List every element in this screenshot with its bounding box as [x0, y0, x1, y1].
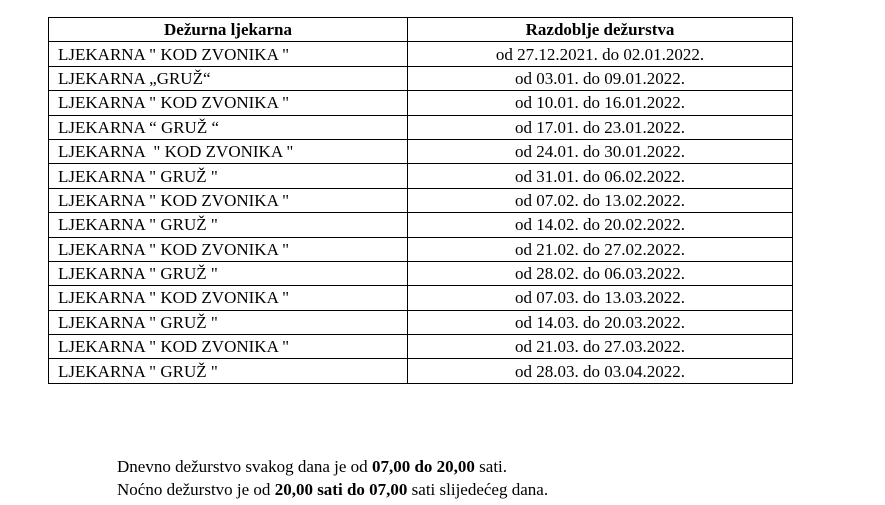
- pharmacy-cell: LJEKARNA " GRUŽ ": [49, 213, 408, 237]
- table-row: [49, 42, 793, 66]
- pharmacy-cell: LJEKARNA " GRUŽ ": [49, 359, 408, 383]
- table-row: [49, 91, 793, 115]
- table-row: [49, 237, 793, 261]
- table-body: [49, 42, 793, 383]
- duty-schedule-table: [48, 17, 793, 384]
- pharmacy-cell: LJEKARNA " KOD ZVONIKA ": [49, 139, 408, 163]
- pharmacy-cell: LJEKARNA " GRUŽ ": [49, 261, 408, 285]
- period-cell: od 17.01. do 23.01.2022.: [408, 115, 793, 139]
- table-row: [49, 310, 793, 334]
- period-cell: od 21.03. do 27.03.2022.: [408, 335, 793, 359]
- day-note-suffix: sati.: [474, 457, 508, 476]
- period-cell: od 28.02. do 06.03.2022.: [408, 261, 793, 285]
- pharmacy-cell: LJEKARNA “ GRUŽ “: [49, 115, 408, 139]
- pharmacy-cell: LJEKARNA „GRUŽ“: [49, 66, 408, 90]
- period-cell: od 07.02. do 13.02.2022.: [408, 188, 793, 212]
- period-cell: od 28.03. do 03.04.2022.: [408, 359, 793, 383]
- period-cell: od 27.12.2021. do 02.01.2022.: [408, 42, 793, 66]
- day-duty-note: [117, 455, 548, 478]
- pharmacy-cell: LJEKARNA " KOD ZVONIKA ": [49, 91, 408, 115]
- header-period: Razdoblje dežurstva: [408, 18, 793, 42]
- period-cell: od 21.02. do 27.02.2022.: [408, 237, 793, 261]
- pharmacy-cell: LJEKARNA " KOD ZVONIKA ": [49, 286, 408, 310]
- table-row: [49, 286, 793, 310]
- period-cell: od 14.03. do 20.03.2022.: [408, 310, 793, 334]
- table-row: [49, 164, 793, 188]
- header-pharmacy: Dežurna ljekarna: [49, 18, 408, 42]
- night-note-text: Noćno dežurstvo je od: [117, 480, 275, 499]
- period-cell: od 03.01. do 09.01.2022.: [408, 66, 793, 90]
- period-cell: od 07.03. do 13.03.2022.: [408, 286, 793, 310]
- table-row: [49, 261, 793, 285]
- pharmacy-cell: LJEKARNA " KOD ZVONIKA ": [49, 237, 408, 261]
- period-cell: od 10.01. do 16.01.2022.: [408, 91, 793, 115]
- table-row: [49, 139, 793, 163]
- night-note-suffix: sati slijedećeg dana.: [407, 480, 549, 499]
- period-cell: od 24.01. do 30.01.2022.: [408, 139, 793, 163]
- table-row: [49, 335, 793, 359]
- table-row: [49, 359, 793, 383]
- pharmacy-cell: LJEKARNA " GRUŽ ": [49, 310, 408, 334]
- table-row: [49, 66, 793, 90]
- table-row: [49, 188, 793, 212]
- duty-hours-notes: [117, 455, 548, 501]
- table-row: [49, 115, 793, 139]
- pharmacy-cell: LJEKARNA " KOD ZVONIKA ": [49, 335, 408, 359]
- night-note-hours: 20,00 sati do 07,00: [274, 480, 408, 499]
- day-note-hours: 07,00 do 20,00: [371, 457, 475, 476]
- day-note-text: Dnevno dežurstvo svakog dana je od: [117, 457, 372, 476]
- table-row: [49, 213, 793, 237]
- table-header-row: [49, 18, 793, 42]
- period-cell: od 31.01. do 06.02.2022.: [408, 164, 793, 188]
- period-cell: od 14.02. do 20.02.2022.: [408, 213, 793, 237]
- pharmacy-cell: LJEKARNA " GRUŽ ": [49, 164, 408, 188]
- pharmacy-cell: LJEKARNA " KOD ZVONIKA ": [49, 188, 408, 212]
- night-duty-note: [117, 478, 548, 501]
- pharmacy-cell: LJEKARNA " KOD ZVONIKA ": [49, 42, 408, 66]
